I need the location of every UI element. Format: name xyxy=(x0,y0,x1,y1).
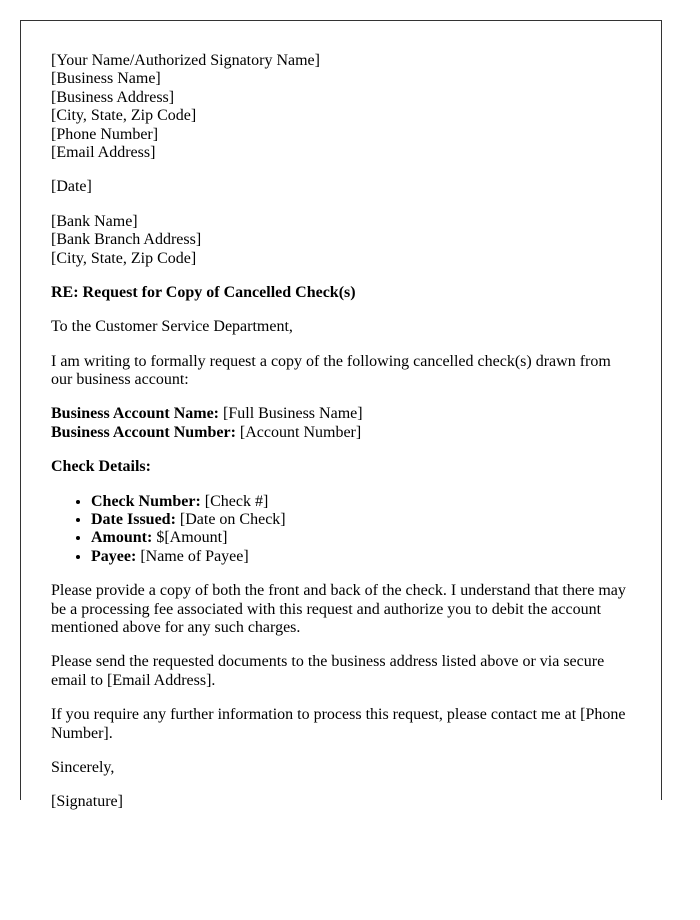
account-number-row xyxy=(51,424,631,442)
account-name-label: Business Account Name: xyxy=(51,405,220,423)
sender-line: [Email Address] xyxy=(51,143,156,161)
sender-line: [Business Address] xyxy=(51,88,175,106)
amount-label: Amount: xyxy=(91,529,153,547)
contact-paragraph: If you require any further information to process this request, please contact me at [Phone Number]. xyxy=(51,706,626,742)
recipient-line: [Bank Name] xyxy=(51,212,138,230)
payee-label: Payee: xyxy=(91,547,137,565)
check-detail-item xyxy=(91,511,631,529)
recipient-line: [City, State, Zip Code] xyxy=(51,249,197,267)
salutation: To the Customer Service Department, xyxy=(51,318,293,336)
account-number-value: [Account Number] xyxy=(239,423,362,441)
check-details-list xyxy=(51,493,631,567)
closing: Sincerely, xyxy=(51,758,115,776)
intro-paragraph: I am writing to formally request a copy of the following cancelled check(s) drawn from our business account: xyxy=(51,352,611,389)
fee-authorization-paragraph: Please provide a copy of both the front and back of the check. I understand that there may be a processing fee associated with this request and authorize you to debit the account mentioned above for any such charges. xyxy=(51,582,626,636)
date-issued-value: [Date on Check] xyxy=(179,511,286,529)
check-detail-item xyxy=(91,529,631,547)
sender-line: [Your Name/Authorized Signatory Name] xyxy=(51,52,320,69)
check-detail-item xyxy=(91,493,631,511)
account-number-label: Business Account Number: xyxy=(51,423,236,441)
sender-line: [Phone Number] xyxy=(51,125,159,143)
sender-block xyxy=(51,52,631,162)
account-info-block xyxy=(51,405,631,442)
recipient-line: [Bank Branch Address] xyxy=(51,231,202,249)
signature-placeholder: [Signature] xyxy=(51,793,123,811)
check-number-label: Check Number: xyxy=(91,492,201,510)
sender-line: [Business Name] xyxy=(51,70,161,88)
subject-line: RE: Request for Copy of Cancelled Check(s) xyxy=(51,283,356,301)
date-line: [Date] xyxy=(51,178,92,196)
check-details-heading: Check Details: xyxy=(51,458,151,476)
sender-line: [City, State, Zip Code] xyxy=(51,107,197,125)
account-name-row xyxy=(51,405,631,423)
account-name-value: [Full Business Name] xyxy=(223,405,363,423)
payee-value: [Name of Payee] xyxy=(140,547,249,565)
delivery-paragraph: Please send the requested documents to the business address listed above or via secure email to [Email Address]. xyxy=(51,653,605,689)
recipient-block xyxy=(51,213,631,268)
check-detail-item xyxy=(91,548,631,566)
check-number-value: [Check #] xyxy=(204,492,269,510)
date-issued-label: Date Issued: xyxy=(91,511,176,529)
letter-page xyxy=(20,20,662,811)
amount-value: $[Amount] xyxy=(156,529,228,547)
